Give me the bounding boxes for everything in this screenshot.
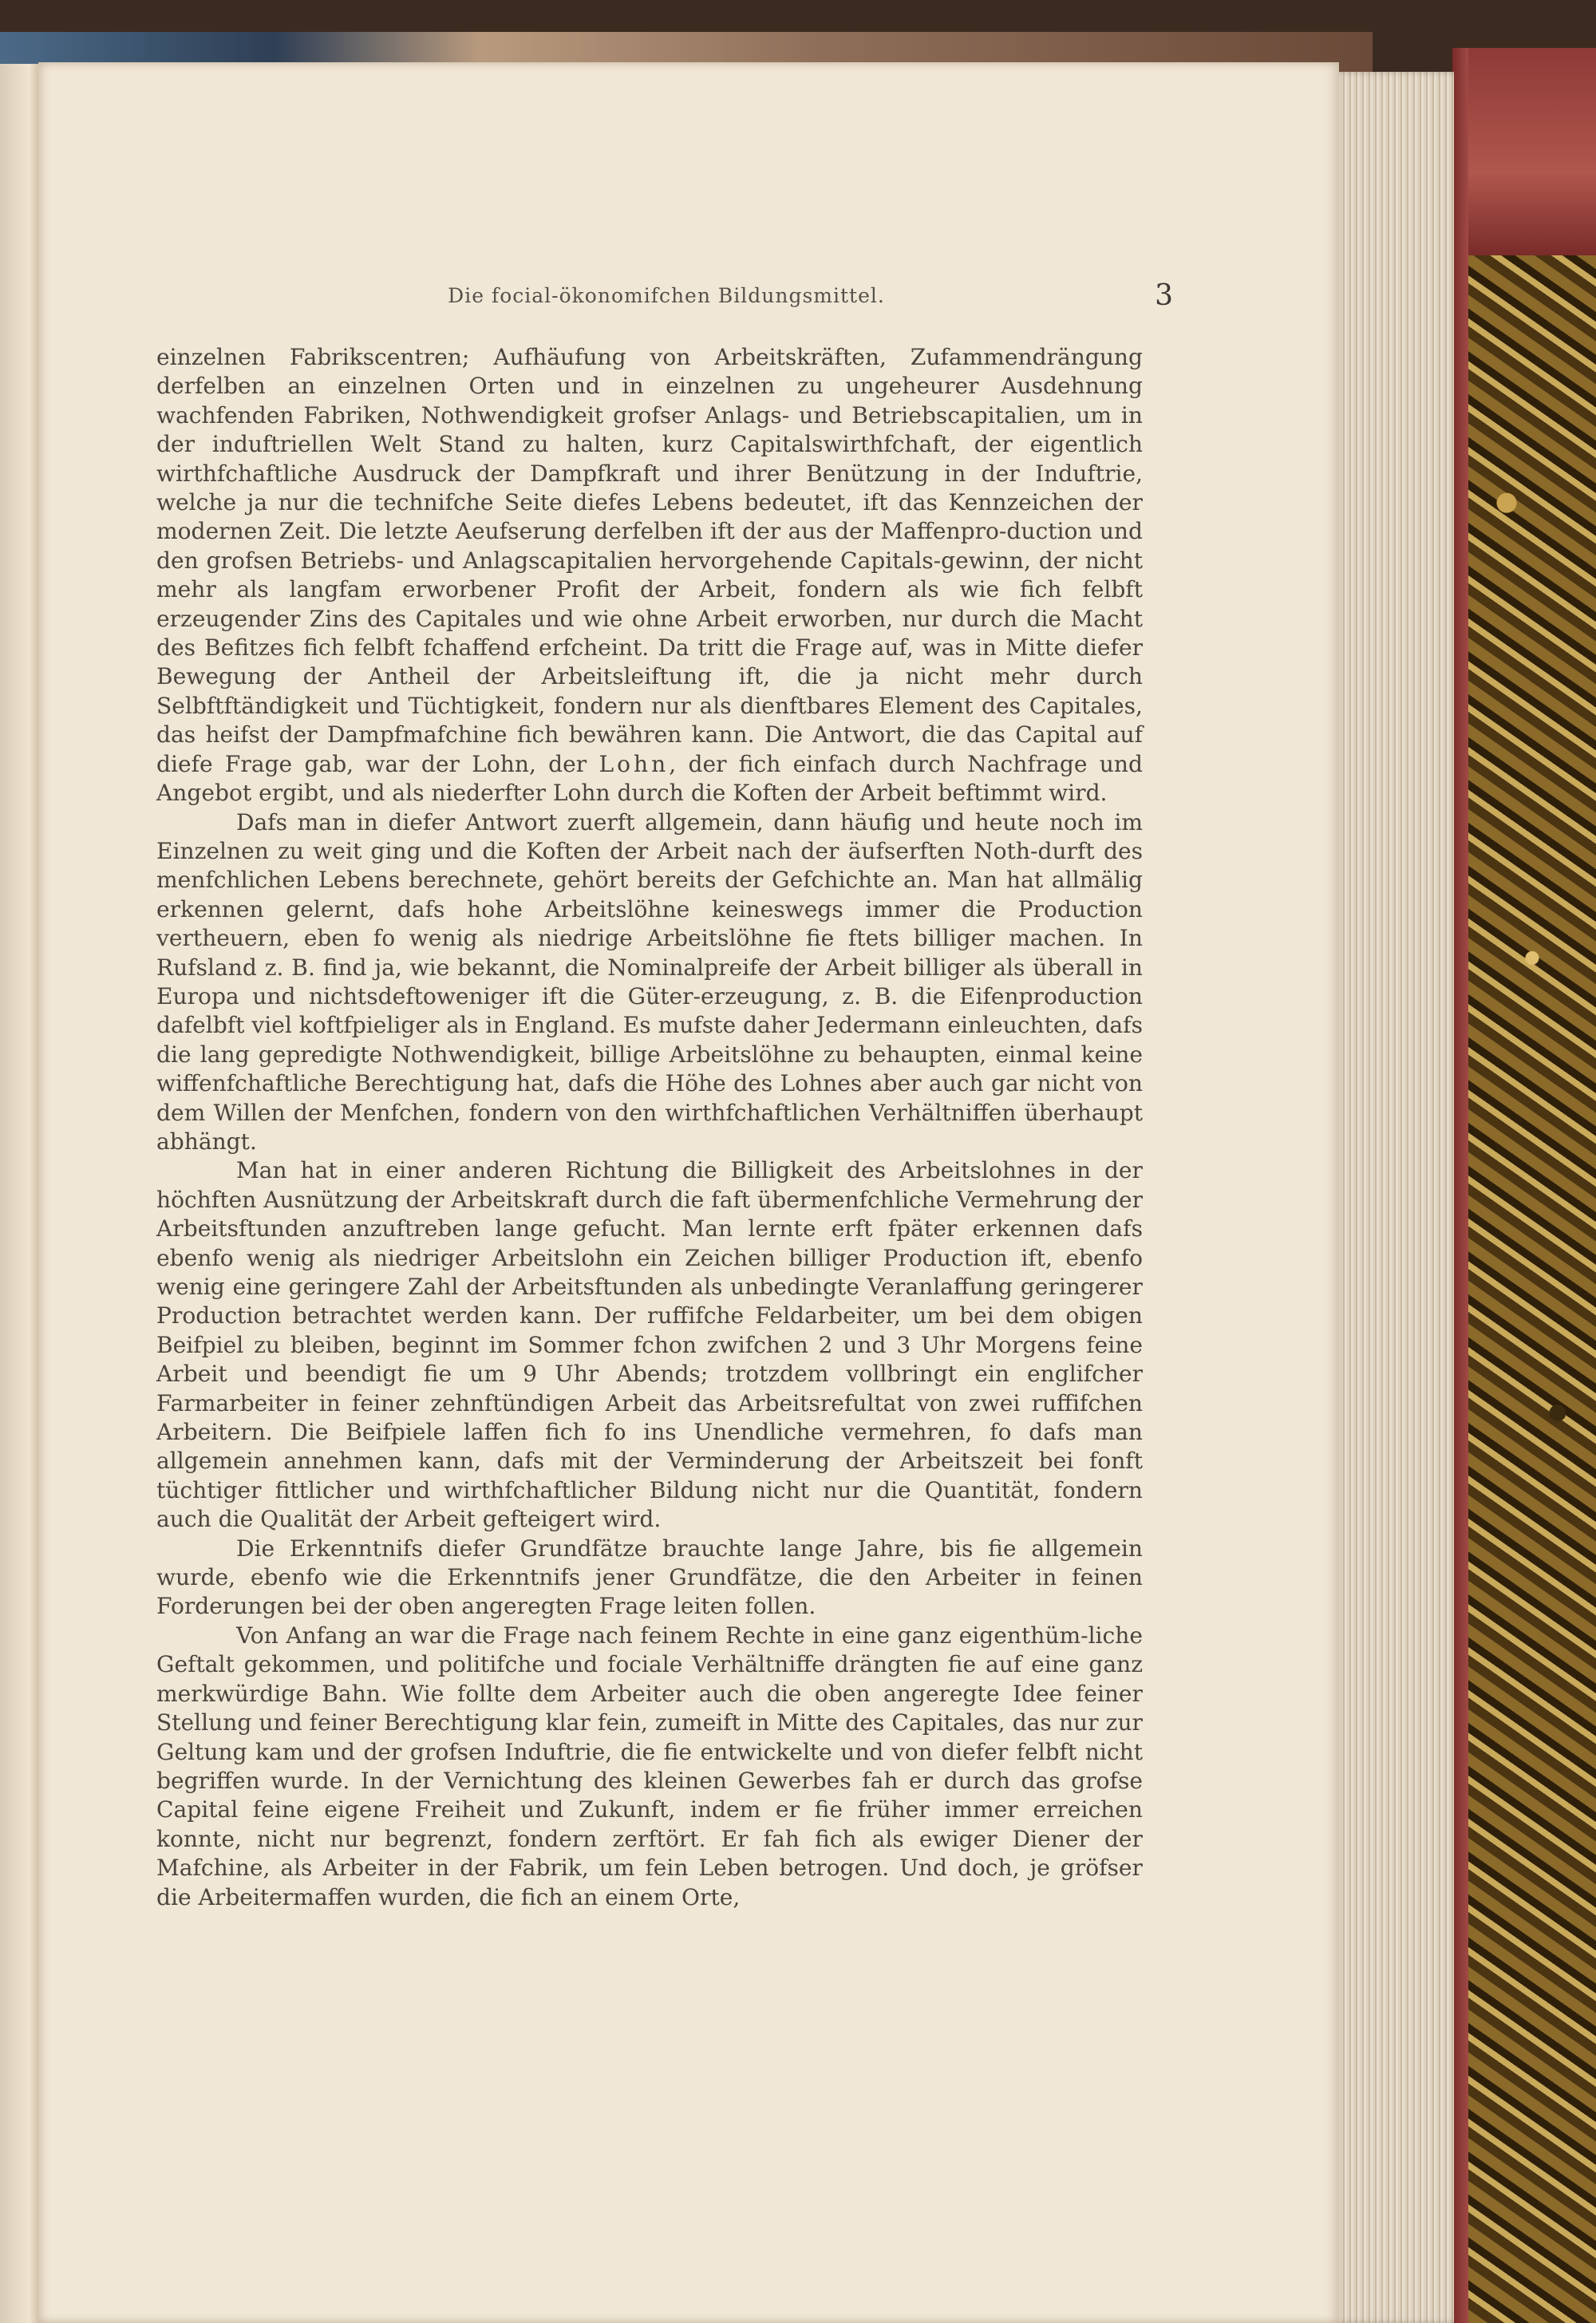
facing-page-sliver	[0, 64, 41, 2323]
body-text	[156, 343, 1143, 1912]
running-head	[160, 279, 1173, 316]
running-head-title: Die focial-ökonomifchen Bildungsmittel.	[448, 284, 885, 307]
paragraph: Die Erkenntnifs diefer Grundfätze brauchte lange Jahre, bis fie allgemein wurde, ebenfo wie die Erkenntnifs jener Grundfätze, die den Arbeiter in feinen Forderungen bei der oben angeregten Frage leiten follen.	[156, 1535, 1143, 1620]
cover-board-red-corner	[1468, 48, 1596, 255]
paragraph-text: einzelnen Fabrikscentren; Aufhäufung von Arbeitskräften, Zufammendrängung derfelben an einzelnen Orten und in einzelnen zu ungeheurer Ausdehnung wachfenden Fabriken, Nothwendigkeit grofser Anlags- und Betriebscapitalien, um in der induftriellen Welt Stand zu halten, kurz Capitalswirthfchaft, der eigentlich wirthfchaftliche Ausdruck der Dampfkraft und ihrer Benützung in der Induftrie, welche ja nur die technifche Seite diefes Lebens bedeutet, ift das Kennzeichen der modernen Zeit. Die letzte Aeufserung derfelben ift der aus der Maffenpro-duction und den grofsen Betriebs- und Anlagscapitalien hervorgehende Capitals-gewinn, der nicht mehr als langfam erworbener Profit der Arbeit, fondern als wie fich felbft erzeugender Zins des Capitales und wie ohne Arbeit erworben, nur durch die Macht des Befitzes fich felbft fchaffend erfcheint. Da tritt die Frage auf, was in Mitte diefer Bewegung der Antheil der Arbeitsleiftung ift, die ja nicht mehr durch Selbftftändigkeit und Tüchtigkeit, fondern nur als dienftbares Element des Capitales, das heifst der Dampfmafchine fich bewähren kann. Die Antwort, die das Capital auf diefe Frage gab, war der Lohn, der	[156, 344, 1143, 777]
marbled-cover-board	[1468, 48, 1596, 2323]
paragraph: Dafs man in diefer Antwort zuerft allgemein, dann häufig und heute noch im Einzelnen zu weit ging und die Koften der Arbeit nach der äufserften Noth-durft des menfchlichen Lebens berechnete, gehört bereits der Gefchichte an. Man hat allmälig erkennen gelernt, dafs hohe Arbeitslöhne keineswegs immer die Production vertheuern, eben fo wenig als niedrige Arbeitslöhne fie ftets billiger machen. In Rufsland z. B. find ja, wie bekannt, die Nominalpreife der Arbeit billiger als überall in Europa und nichtsdeftoweniger ift die Güter-erzeugung, z. B. die Eifenproduction dafelbft viel koftfpieliger als in England. Es mufste daher Jedermann einleuchten, dafs die lang gepredigte Nothwendigkeit, billige Arbeitslöhne zu behaupten, einmal keine wiffenfchaftliche Berechtigung hat, dafs die Höhe des Lohnes aber auch gar nicht von dem Willen der Menfchen, fondern von den wirthfchaftlichen Verhältniffen überhaupt abhängt.	[156, 808, 1143, 1155]
page-fore-edge	[1334, 72, 1454, 2323]
paragraph	[156, 343, 1143, 808]
paragraph-text-tail: , der fich einfach durch Nachfrage und Angebot ergibt, und als niederfter Lohn durch die Koften der Arbeit beftimmt wird.	[156, 750, 1143, 807]
emphasis-lohn: Lohn	[598, 750, 670, 777]
paragraph: Von Anfang an war die Frage nach feinem Rechte in eine ganz eigenthüm-liche Geftalt gekommen, und politifche und fociale Verhältniffe drängten fie auf eine ganz merkwürdige Bahn. Wie follte dem Arbeiter auch die oben angeregte Idee feiner Stellung und feiner Berechtigung klar fein, zumeift in Mitte des Capitales, das nur zur Geltung kam und der grofsen Induftrie, die fie entwickelte und von diefer felbft nicht begriffen wurde. In der Vernichtung des kleinen Gewerbes fah er durch das grofse Capital feine eigene Freiheit und Zukunft, indem er fie früher immer erreichen konnte, nicht nur begrenzt, fondern zerftört. Er fah fich als ewiger Diener der Mafchine, als Arbeiter in der Fabrik, um fein Leben betrogen. Und doch, je gröfser die Arbeitermaffen wurden, die fich an einem Orte,	[156, 1622, 1143, 1910]
page-number: 3	[1155, 279, 1173, 312]
paragraph: Man hat in einer anderen Richtung die Billigkeit des Arbeitslohnes in der höchften Ausnützung der Arbeitskraft durch die faft übermenfchliche Vermehrung der Arbeitsftunden anzuftreben lange gefucht. Man lernte erft fpäter erkennen dafs ebenfo wenig als niedriger Arbeitslohn ein Zeichen billiger Production ift, ebenfo wenig eine geringere Zahl der Arbeitsftunden als unbedingte Veranlaffung geringerer Production betrachtet werden kann. Der ruffifche Feldarbeiter, um bei dem obigen Beifpiel zu bleiben, beginnt im Sommer fchon zwifchen 2 und 3 Uhr Morgens feine Arbeit und beendigt fie um 9 Uhr Abends; trotzdem vollbringt ein englifcher Farmarbeiter in feiner zehnftündigen Arbeit das Arbeitsrefultat von zwei ruffifchen Arbeitern. Die Beifpiele laffen fich fo ins Unendliche vermehren, fo dafs man allgemein annehmen kann, dafs mit der Verminderung der Arbeitszeit bei fonft tüchtiger fittlicher und wirthfchaftlicher Bildung nicht nur die Quantität, fondern auch die Qualität der Arbeit gefteigert wird.	[156, 1157, 1143, 1533]
